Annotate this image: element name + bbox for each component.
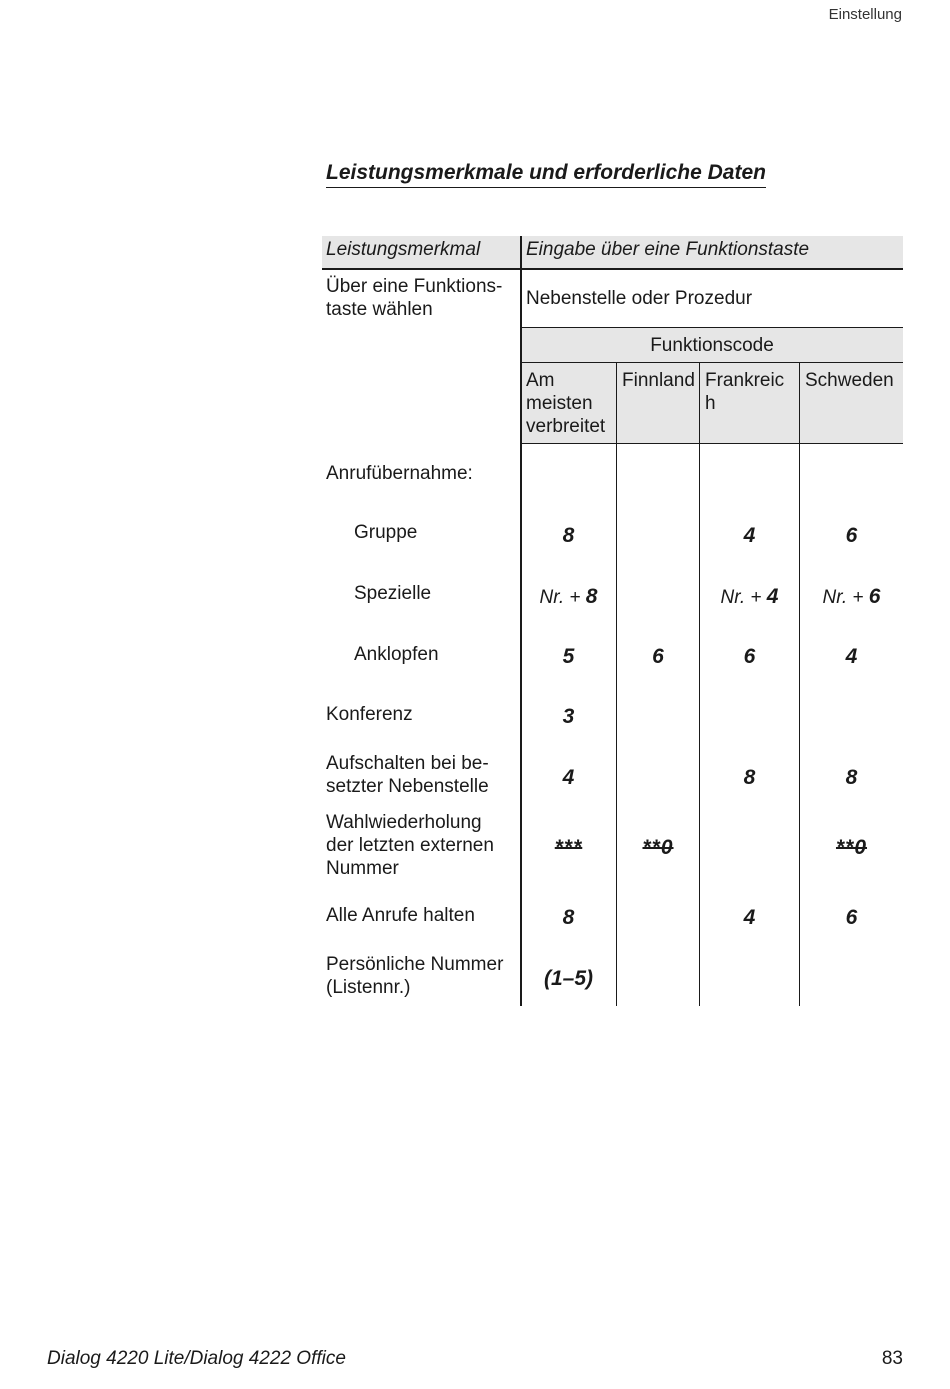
funktionscode-top-rule	[521, 327, 903, 328]
label-aufschalten-line2: setzter Nebenstelle	[326, 776, 489, 797]
spezielle-am	[521, 584, 616, 611]
aufschalten-se: 8	[845, 766, 858, 789]
country-frankreich-line2: h	[705, 393, 716, 414]
page-number: 83	[881, 1348, 903, 1369]
spezielle-se	[800, 584, 903, 611]
persoenliche-nummer-am: (1–5)	[543, 967, 594, 990]
label-gruppe: Gruppe	[354, 522, 418, 543]
gruppe-se: 6	[845, 524, 858, 547]
alle-halten-fr: 4	[743, 906, 756, 929]
anklopfen-fr: 6	[743, 645, 756, 668]
country-am-line2: meisten	[526, 393, 593, 414]
label-konferenz: Konferenz	[326, 704, 413, 725]
header-section-label: Einstellung	[828, 6, 902, 23]
anklopfen-fi: 6	[652, 645, 664, 668]
anklopfen-se: 4	[845, 645, 858, 668]
label-persoenliche-nummer-line1: Persönliche Nummer	[326, 954, 504, 975]
country-frankreich-line1: Frankreic	[705, 370, 785, 391]
footer-product-name: Dialog 4220 Lite/Dialog 4222 Office	[47, 1348, 346, 1369]
konferenz-am: 3	[562, 705, 575, 728]
label-persoenliche-nummer-line2: (Listennr.)	[326, 977, 411, 998]
country-finnland: Finnland	[622, 370, 695, 391]
column-divider-finnland	[616, 363, 617, 1006]
section-title: Leistungsmerkmale und erforderliche Daten	[326, 160, 766, 188]
wahlwiederholung-am: ***	[554, 836, 583, 859]
country-am-line1: Am	[526, 370, 555, 391]
column-header-eingabe: Eingabe über eine Funktionstaste	[526, 239, 810, 260]
wahlwiederholung-fi: **0	[642, 836, 674, 859]
label-funktionstaste-line2: taste wählen	[326, 299, 433, 320]
funktionscode-header: Funktionscode	[650, 335, 774, 356]
anklopfen-am: 5	[562, 645, 575, 668]
alle-halten-se: 6	[845, 906, 858, 929]
countries-bottom-rule	[521, 443, 903, 444]
alle-halten-am: 8	[562, 906, 575, 929]
label-spezielle: Spezielle	[354, 583, 432, 604]
country-am-line3: verbreitet	[526, 416, 606, 437]
spezielle-am-code: 8	[585, 585, 598, 608]
spezielle-prefix-fr: Nr. +	[720, 587, 767, 608]
spezielle-fr	[700, 584, 799, 611]
label-wahlwiederholung-line1: Wahlwiederholung	[326, 812, 482, 833]
spezielle-fr-code: 4	[766, 585, 779, 608]
label-wahlwiederholung-line2: der letzten externen	[326, 835, 494, 856]
gruppe-am: 8	[562, 524, 575, 547]
spezielle-prefix-se: Nr. +	[822, 587, 869, 608]
wahlwiederholung-se: **0	[835, 836, 868, 859]
spezielle-se-code: 6	[868, 585, 881, 608]
spezielle-prefix-am: Nr. +	[539, 587, 586, 608]
aufschalten-am: 4	[562, 766, 575, 789]
label-anrufuebernahme: Anrufübernahme:	[326, 463, 473, 484]
label-wahlwiederholung-line3: Nummer	[326, 858, 399, 879]
aufschalten-fr: 8	[743, 766, 756, 789]
label-alle-anrufe-halten: Alle Anrufe halten	[326, 905, 475, 926]
label-funktionstaste-line1: Über eine Funktions-	[326, 276, 503, 297]
label-aufschalten-line1: Aufschalten bei be-	[326, 753, 489, 774]
value-nebenstelle-prozedur: Nebenstelle oder Prozedur	[526, 288, 753, 309]
table-header-rule	[322, 268, 903, 270]
country-schweden: Schweden	[805, 370, 894, 391]
column-header-leistungsmerkmal: Leistungsmerkmal	[326, 239, 481, 260]
gruppe-fr: 4	[743, 524, 756, 547]
funktionscode-mid-rule	[521, 362, 903, 363]
label-anklopfen: Anklopfen	[354, 644, 439, 665]
